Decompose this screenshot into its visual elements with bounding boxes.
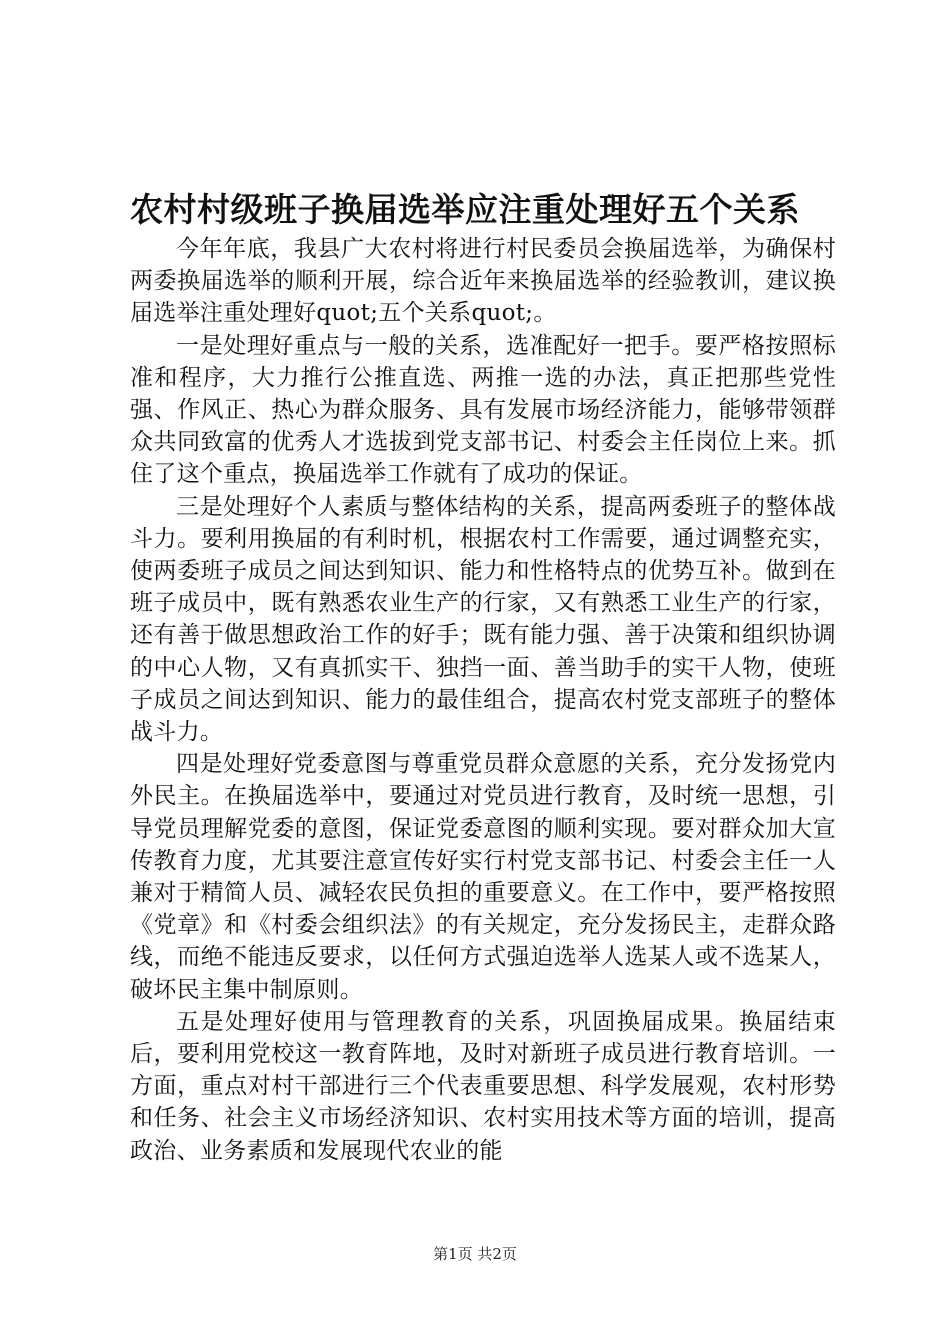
paragraph-intro: 今年年底，我县广大农村将进行村民委员会换届选举，为确保村两委换届选举的顺利开展，综合近年来换届选举的经验教训，建议换届选举注重处理好quot;五个关系quot;。 bbox=[130, 236, 836, 327]
paragraph-point-four: 四是处理好党委意图与尊重党员群众意愿的关系，充分发扬党内外民主。在换届选举中，要通过对党员进行教育，及时统一思想，引导党员理解党委的意图，保证党委意图的顺利实现。要对群众加大宣传教育力度，尤其要注意宣传好实行村党支部书记、村委会主任一人兼对于精简人员、减轻农民负担的重要意义。在工作中，要严格按照《党章》和《村委会组织法》的有关规定，充分发扬民主，走群众路线，而绝不能违反要求，以任何方式强迫选举人选某人或不选某人，破坏民主集中制原则。 bbox=[130, 751, 836, 1003]
paragraph-point-one: 一是处理好重点与一般的关系，选准配好一把手。要严格按照标准和程序，大力推行公推直选、两推一选的办法，真正把那些党性强、作风正、热心为群众服务、具有发展市场经济能力，能够带领群众共同致富的优秀人才选拔到党支部书记、村委会主任岗位上来。抓住了这个重点，换届选举工作就有了成功的保证。 bbox=[130, 332, 836, 488]
paragraph-point-three: 三是处理好个人素质与整体结构的关系，提高两委班子的整体战斗力。要利用换届的有利时机，根据农村工作需要，通过调整充实，使两委班子成员之间达到知识、能力和性格特点的优势互补。做到在班子成员中，既有熟悉农业生产的行家，又有熟悉工业生产的行家，还有善于做思想政治工作的好手；既有能力强、善于决策和组织协调的中心人物，又有真抓实干、独挡一面、善当助手的实干人物，使班子成员之间达到知识、能力的最佳组合，提高农村党支部班子的整体战斗力。 bbox=[130, 493, 836, 746]
page-number-footer: 第1页 共2页 bbox=[433, 1245, 517, 1263]
document-body bbox=[130, 233, 836, 1167]
document-title: 农村村级班子换届选举应注重处理好五个关系 bbox=[130, 190, 800, 229]
paragraph-point-five: 五是处理好使用与管理教育的关系，巩固换届成果。换届结束后，要利用党校这一教育阵地，及时对新班子成员进行教育培训。一方面，重点对村干部进行三个代表重要思想、科学发展观，农村形势和任务、社会主义市场经济知识、农村实用技术等方面的培训，提高政治、业务素质和发展现代农业的能 bbox=[130, 1008, 836, 1164]
